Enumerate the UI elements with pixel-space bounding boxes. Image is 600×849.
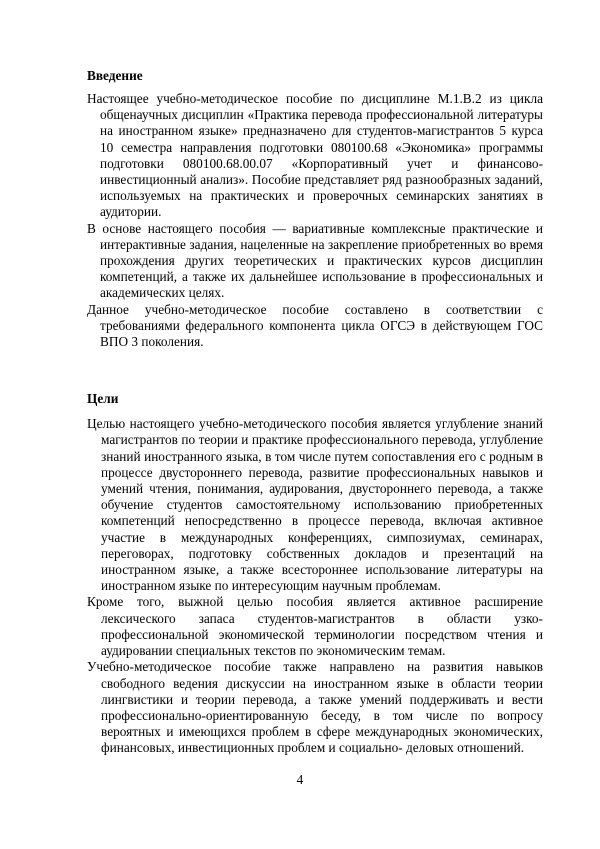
- section-heading-goals: Цели: [87, 391, 119, 407]
- goals-paragraph-1: Целью настоящего учебно-методического пособия является углубление знаний магистрантов по теории и практике профессионального перевода, углубление знаний иностранного языка, в том числе путем сопоставления его с родным в процессе двустороннего перевода, развитие профессиональных навыков и умений чтения, понимания, аудирования, двустороннего перевода, а также обучение студентов самостоятельному использованию приобретенных компетенций непосредственно в процессе перевода, включая активное участие в международных конференциях, симпозиумах, семинарах, переговорах, подготовку собственных докладов и презентаций на иностранном языке, а также всестороннее использование литературы на иностранном языке по интересующим научным проблемам.: [87, 416, 543, 594]
- intro-paragraph-3: Данное учебно-методическое пособие составлено в соответствии с требованиями федерального компонента цикла ОГСЭ в действующем ГОС ВПО 3 поколения.: [87, 301, 543, 350]
- goals-paragraph-3: Учебно-методическое пособие также направлено на развития навыков свободного ведения дискуссии на иностранном языке в области теории лингвистики и теории перевода, а также умений поддерживать и вести профессионально-ориентированную беседу, в том числе по вопросу вероятных и имеющихся проблем в сфере международных экономических, финансовых, инвестиционных проблем и социально- деловых отношений.: [87, 659, 543, 756]
- goals-paragraph-2: Кроме того, выжной целью пособия является активное расширение лексического запаса студентов-магистрантов в области узко-профессиональной экономической терминологии посредством чтения и аудировании специальных текстов по экономическим темам.: [87, 594, 543, 659]
- intro-paragraph-1: Настоящее учебно-методическое пособие по дисциплине М.1.В.2 из цикла общенаучных дисциплин «Практика перевода профессиональной литературы на иностранном языке» предназначено для студентов-магистрантов 5 курса 10 семестра направления подготовки 080100.68 «Экономика» программы подготовки 080100.68.00.07 «Корпоративный учет и финансово-инвестиционный анализ». Пособие представляет ряд разнообразных заданий, используемых на практических и проверочных семинарских занятиях в аудитории.: [87, 91, 543, 220]
- section-goals: [87, 391, 543, 756]
- page-number: 4: [296, 772, 304, 787]
- section-introduction: [87, 68, 543, 350]
- section-heading-introduction: Введение: [87, 68, 143, 83]
- intro-paragraph-2: В основе настоящего пособия — вариативные комплексные практические и интерактивные задания, нацеленные на закрепление приобретенных во время прохождения других теоретических и практических курсов дисциплин компетенций, а также их дальнейшее использование в профессиональных и академических целях.: [87, 220, 543, 301]
- page-content: [87, 68, 543, 757]
